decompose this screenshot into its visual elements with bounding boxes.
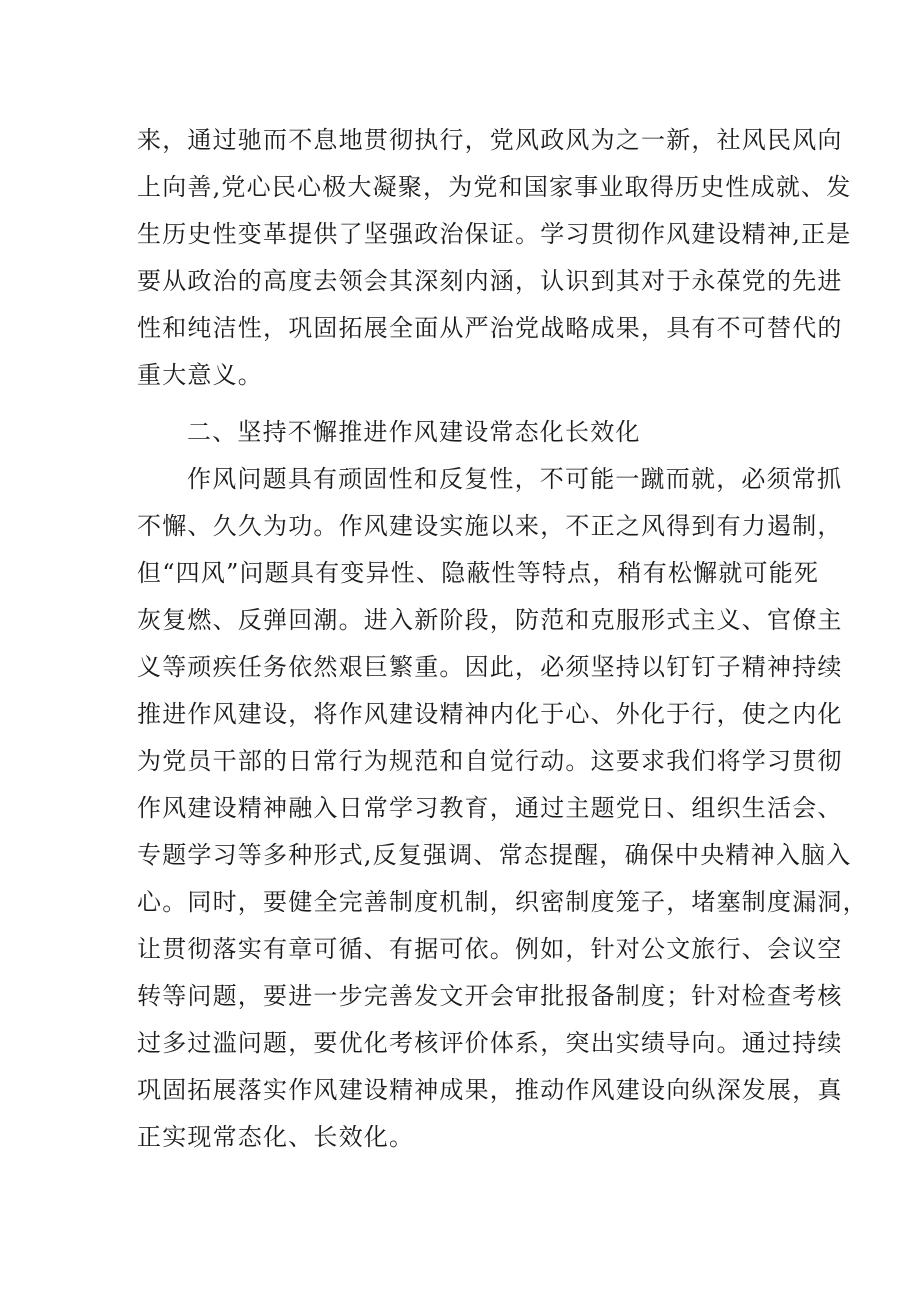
text-line: 过多过滥问题，要优化考核评价体系，突出实绩导向。通过持续 [137,1029,843,1057]
text-line: 重大意义。 [137,361,263,389]
text-line: 来，通过驰而不息地贯彻执行，党风政风为之一新，社风民风向 [137,126,843,154]
text-line: 正实现常态化、长效化。 [137,1123,415,1151]
text-line: 要从政治的高度去领会其深刻内涵，认识到其对于永葆党的先进 [137,267,843,295]
text-line: 生历史性变革提供了坚强政治保证。学习贯彻作风建设精神,正是 [137,220,852,248]
text-line: 让贯彻落实有章可循、有据可依。例如，针对公文旅行、会议空 [137,935,843,963]
section-heading: 二、坚持不懈推进作风建设常态化长效化 [187,418,641,446]
text-line: 为党员干部的日常行为规范和自觉行动。这要求我们将学习贯彻 [137,747,843,775]
text-line: 专题学习等多种形式,反复强调、常态提醒，确保中央精神入脑入 [137,841,852,869]
text-line: 作风问题具有顽固性和反复性，不可能一蹴而就，必须常抓 [187,465,843,493]
text-line: 推进作风建设，将作风建设精神内化于心、外化于行，使之内化 [137,700,843,728]
text-line: 不懈、久久为功。作风建设实施以来，不正之风得到有力遏制， [137,512,843,540]
text-line: 巩固拓展落实作风建设精神成果，推动作风建设向纵深发展，真 [137,1076,843,1104]
text-line: 性和纯洁性，巩固拓展全面从严治党战略成果，具有不可替代的 [137,314,843,342]
text-line: 转等问题，要进一步完善发文开会审批报备制度；针对检查考核 [137,982,843,1010]
text-line: 义等顽疾任务依然艰巨繁重。因此，必须坚持以钉钉子精神持续 [137,653,843,681]
text-line: 上向善,党心民心极大凝聚，为党和国家事业取得历史性成就、发 [137,173,852,201]
text-line: 作风建设精神融入日常学习教育，通过主题党日、组织生活会、 [137,794,843,822]
text-line: 但“四风”问题具有变异性、隐蔽性等特点，稍有松懈就可能死 [137,559,820,587]
text-line: 心。同时，要健全完善制度机制，织密制度笼子，堵塞制度漏洞， [137,888,868,916]
text-line: 灰复燃、反弹回潮。进入新阶段，防范和克服形式主义、官僚主 [137,606,843,634]
